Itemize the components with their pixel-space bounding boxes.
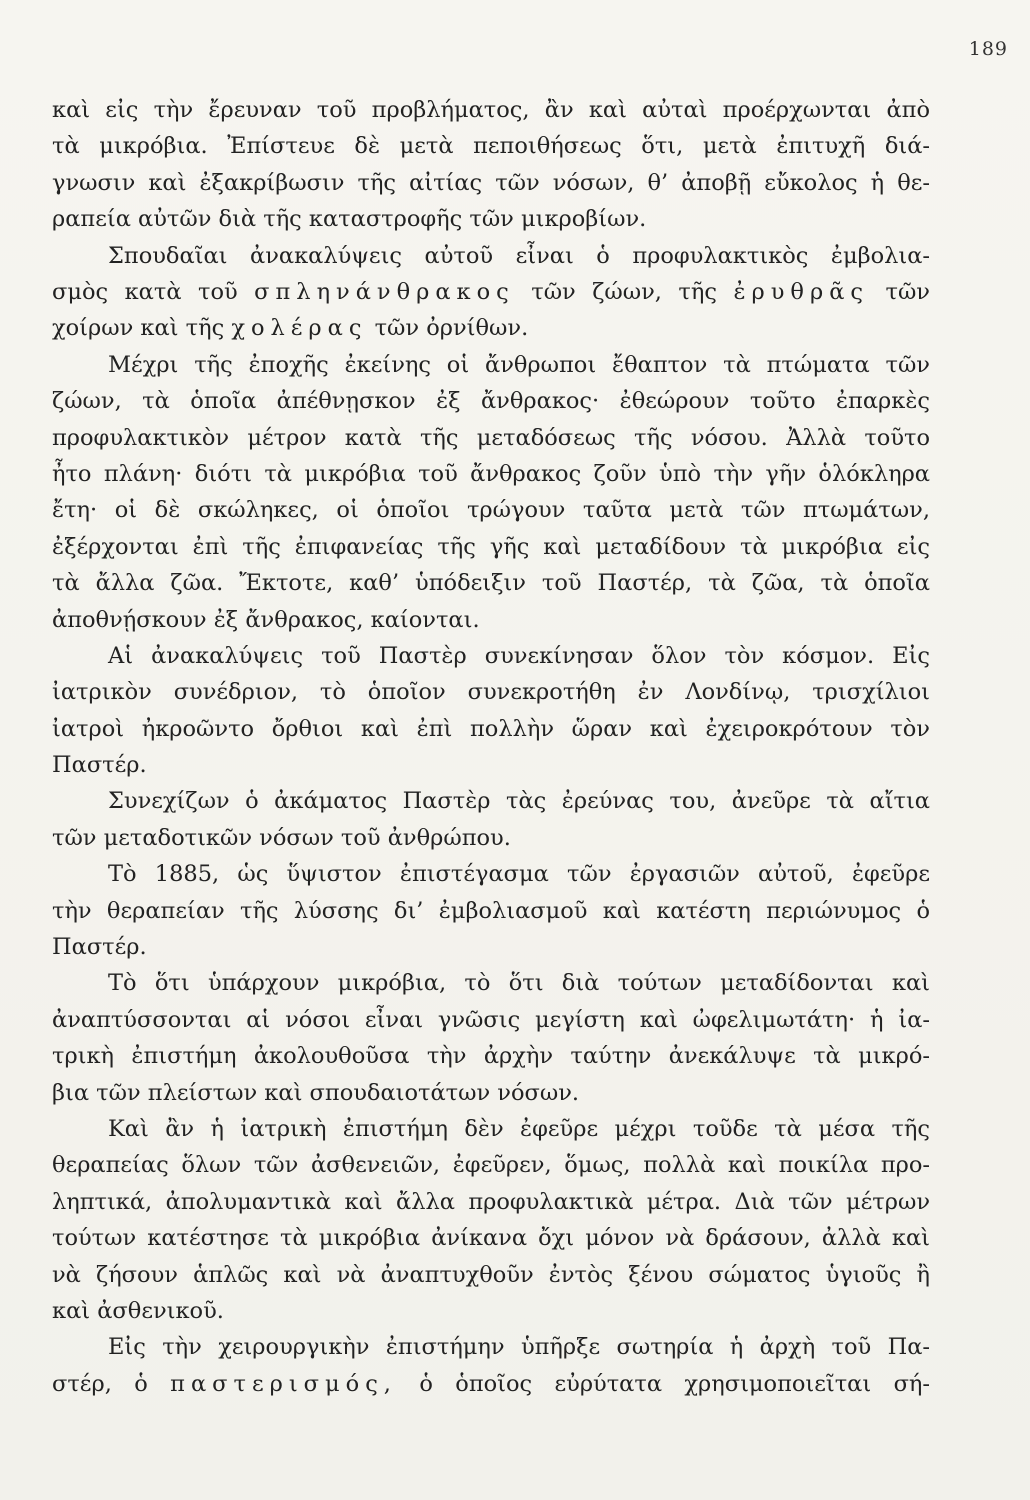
text-line: ἔτη· οἱ δὲ σκώληκες, οἱ ὁποῖοι τρώγουν ταῦτα μετὰ τῶν πτωμάτων,	[52, 497, 930, 524]
text-line: γνωσιν καὶ ἐξακρίβωσιν τῆς αἰτίας τῶν νόσων, θ’ ἀποβῇ εὔκολος ἡ θε-	[52, 169, 930, 196]
text-segment: τῶν	[885, 278, 930, 305]
text-line: ραπεία αὐτῶν διὰ τῆς καταστροφῆς τῶν μικροβίων.	[52, 206, 647, 233]
text-segment: στέρ, ὁ	[52, 1370, 148, 1397]
text-line: τρικὴ ἐπιστήμη ἀκολουθοῦσα τὴν ἀρχὴν ταύτην ἀνεκάλυψε τὰ μικρό-	[52, 1043, 930, 1070]
text-line: ληπτικά, ἀπολυμαντικὰ καὶ ἄλλα προφυλακτικὰ μέτρα. Διὰ τῶν μέτρων	[52, 1188, 930, 1215]
text-line-mixed	[52, 310, 930, 346]
text-line: Αἱ ἀνακαλύψεις τοῦ Παστὲρ συνεκίνησαν ὅλον τὸν κόσμον. Εἰς	[108, 642, 930, 669]
text-line: τὰ ἄλλα ζῶα. Ἔκτοτε, καθ’ ὑπόδειξιν τοῦ Παστέρ, τὰ ζῶα, τὰ ὁποῖα	[52, 570, 930, 597]
text-line: τὴν θεραπείαν τῆς λύσσης δι’ ἐμβολιασμοῦ καὶ κατέστη περιώνυμος ὁ	[52, 897, 930, 924]
text-line: Συνεχίζων ὁ ἀκάματος Παστὲρ τὰς ἐρεύνας του, ἀνεῦρε τὰ αἴτια	[108, 788, 930, 815]
text-line: Τὸ ὅτι ὑπάρχουν μικρόβια, τὸ ὅτι διὰ τούτων μεταδίδονται καὶ	[108, 970, 930, 997]
text-line: προφυλακτικὸν μέτρον κατὰ τῆς μεταδόσεως τῆς νόσου. Ἀλλὰ τοῦτο	[52, 424, 930, 451]
text-segment: σμὸς κατὰ τοῦ	[52, 278, 238, 305]
text-line: Τὸ 1885, ὡς ὕψιστον ἐπιστέγασμα τῶν ἐργασιῶν αὐτοῦ, ἐφεῦρε	[108, 861, 930, 888]
spaced-term: χολέρας	[231, 315, 368, 342]
body-text	[52, 92, 930, 1402]
text-line: καὶ ἀσθενικοῦ.	[52, 1298, 224, 1324]
text-line: ἰατρικὸν συνέδριον, τὸ ὁποῖον συνεκροτήθη ἐν Λονδίνῳ, τρισχίλιοι	[52, 679, 930, 706]
text-line: ἦτο πλάνη· διότι τὰ μικρόβια τοῦ ἄνθρακος ζοῦν ὑπὸ τὴν γῆν ὁλόκληρα	[52, 460, 930, 487]
text-line-mixed	[52, 274, 930, 310]
text-line: ἰατροὶ ἠκροῶντο ὄρθιοι καὶ ἐπὶ πολλὴν ὥραν καὶ ἐχειροκρότουν τὸν	[52, 715, 930, 742]
text-line: Μέχρι τῆς ἐποχῆς ἐκείνης οἱ ἄνθρωποι ἔθαπτον τὰ πτώματα τῶν	[108, 351, 930, 378]
text-line-mixed	[52, 1366, 930, 1402]
spaced-term: σπληνάνθρακος	[254, 278, 515, 305]
page-number: 189	[968, 38, 1008, 60]
text-segment: ὁ ὁποῖος εὐρύτατα χρησιμοποιεῖται σή-	[419, 1370, 930, 1397]
text-line: Παστέρ.	[52, 752, 147, 779]
text-line: καὶ εἰς τὴν ἔρευναν τοῦ προβλήματος, ἂν καὶ αὐταὶ προέρχωνται ἀπὸ	[52, 97, 930, 123]
text-line: τούτων κατέστησε τὰ μικρόβια ἀνίκανα ὄχι μόνον νὰ δράσουν, ἀλλὰ καὶ	[52, 1225, 930, 1252]
text-segment: χοίρων καὶ τῆς	[52, 315, 225, 342]
text-segment: τῶν ὀρνίθων.	[374, 315, 529, 342]
text-line: Καὶ ἂν ἡ ἰατρικὴ ἐπιστήμη δὲν ἐφεῦρε μέχρι τοῦδε τὰ μέσα τῆς	[108, 1116, 930, 1143]
spaced-term: παστερισμός,	[170, 1370, 397, 1397]
text-segment: τῶν ζώων, τῆς	[531, 278, 717, 305]
spaced-term: ἐρυθρᾶς	[733, 278, 870, 305]
text-line: βια τῶν πλείστων καὶ σπουδαιοτάτων νόσων.	[52, 1079, 580, 1106]
text-line: τῶν μεταδοτικῶν νόσων τοῦ ἀνθρώπου.	[52, 824, 511, 851]
text-line: νὰ ζήσουν ἁπλῶς καὶ νὰ ἀναπτυχθοῦν ἐντὸς ξένου σώματος ὑγιοῦς ἢ	[52, 1261, 930, 1288]
text-line: Σπουδαῖαι ἀνακαλύψεις αὐτοῦ εἶναι ὁ προφυλακτικὸς ἐμβολια-	[108, 242, 930, 269]
text-line: ἀποθνῄσκουν ἐξ ἄνθρακος, καίονται.	[52, 606, 480, 633]
text-line: ἐξέρχονται ἐπὶ τῆς ἐπιφανείας τῆς γῆς καὶ μεταδίδουν τὰ μικρόβια εἰς	[52, 533, 930, 560]
text-line: θεραπείας ὅλων τῶν ἀσθενειῶν, ἐφεῦρεν, ὅμως, πολλὰ καὶ ποικίλα προ-	[52, 1152, 930, 1179]
text-line: Παστέρ.	[52, 934, 147, 961]
text-line: ἀναπτύσσονται αἱ νόσοι εἶναι γνῶσις μεγίστη καὶ ὠφελιμωτάτη· ἡ ἰα-	[52, 1006, 930, 1033]
text-line: τὰ μικρόβια. Ἐπίστευε δὲ μετὰ πεποιθήσεως ὅτι, μετὰ ἐπιτυχῆ διά-	[52, 133, 930, 160]
text-line: ζώων, τὰ ὁποῖα ἀπέθνῃσκον ἐξ ἄνθρακος· ἐθεώρουν τοῦτο ἐπαρκὲς	[52, 388, 930, 415]
text-line: Εἰς τὴν χειρουργικὴν ἐπιστήμην ὑπῆρξε σωτηρία ἡ ἀρχὴ τοῦ Πα-	[108, 1334, 930, 1361]
